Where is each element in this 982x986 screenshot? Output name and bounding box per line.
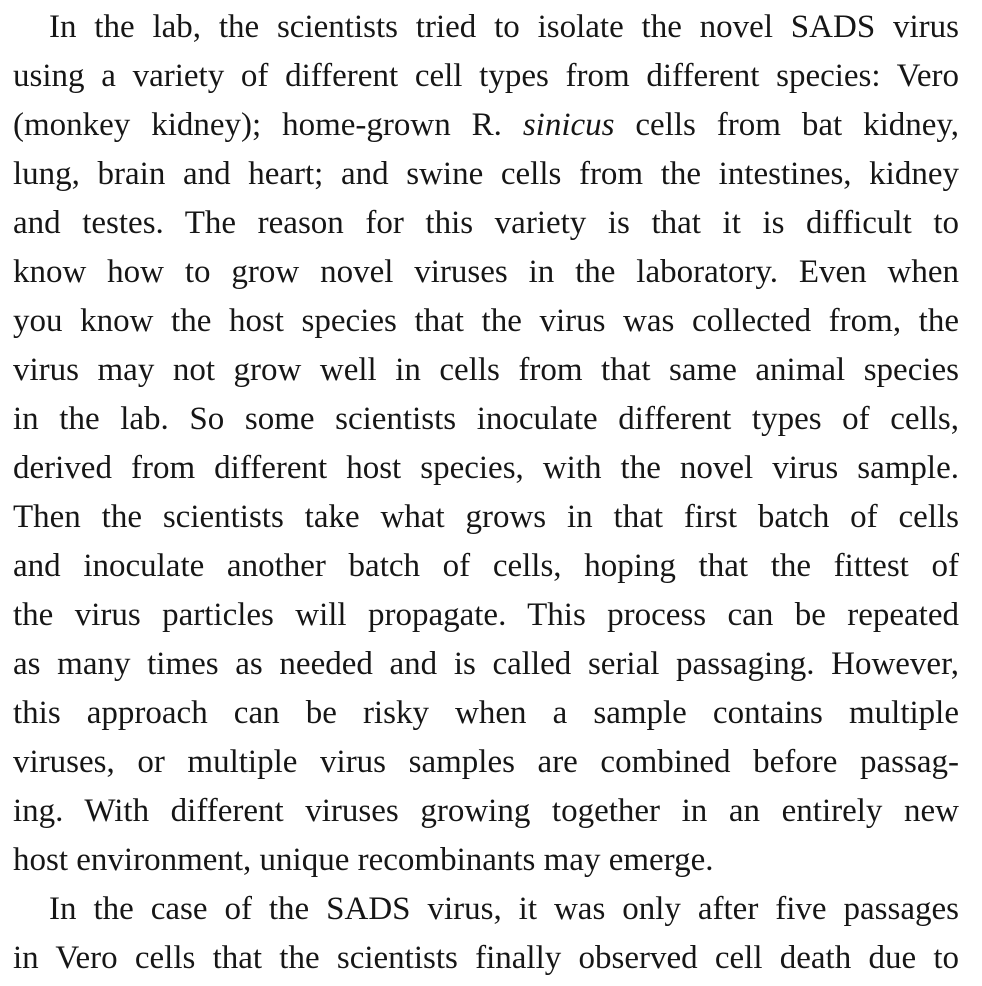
- text-line: in Vero cells that the scientists finally observed cell death due to: [13, 940, 959, 976]
- text-line: In the lab, the scientists tried to isolate the novel SADS virus: [49, 9, 959, 45]
- text-line: using a variety of different cell types from different species: Vero: [13, 58, 959, 94]
- text-segment: cells from bat kidney,: [614, 107, 960, 143]
- text-line: this approach can be risky when a sample contains multiple: [13, 695, 959, 731]
- paragraph: [13, 3, 959, 885]
- paragraph: [13, 885, 959, 983]
- text-line: host environment, unique recombinants may emerge.: [13, 842, 714, 878]
- text-line: you know the host species that the virus was collected from, the: [13, 303, 959, 339]
- text-line: lung, brain and heart; and swine cells from the intestines, kidney: [13, 156, 959, 192]
- text-line: viruses, or multiple virus samples are combined before passag-: [13, 744, 959, 780]
- text-line: virus may not grow well in cells from that same animal species: [13, 352, 959, 388]
- text-line: the virus particles will propagate. This process can be repeated: [13, 597, 959, 633]
- text-line: and inoculate another batch of cells, hoping that the fittest of: [13, 548, 959, 584]
- text-line: know how to grow novel viruses in the laboratory. Even when: [13, 254, 959, 290]
- text-line: ing. With different viruses growing together in an entirely new: [13, 793, 959, 829]
- book-page-text: [13, 3, 959, 983]
- text-line: and testes. The reason for this variety is that it is difficult to: [13, 205, 959, 241]
- text-segment: (monkey kidney); home-grown: [13, 107, 472, 143]
- text-line: derived from different host species, with the novel virus sample.: [13, 450, 959, 486]
- text-line: [13, 101, 959, 150]
- species-name: R. sinicus: [471, 107, 615, 143]
- text-line: In the case of the SADS virus, it was only after five passages: [49, 891, 959, 927]
- text-line: as many times as needed and is called serial passaging. However,: [13, 646, 959, 682]
- text-line: in the lab. So some scientists inoculate different types of cells,: [13, 401, 959, 437]
- text-line: Then the scientists take what grows in that first batch of cells: [13, 499, 959, 535]
